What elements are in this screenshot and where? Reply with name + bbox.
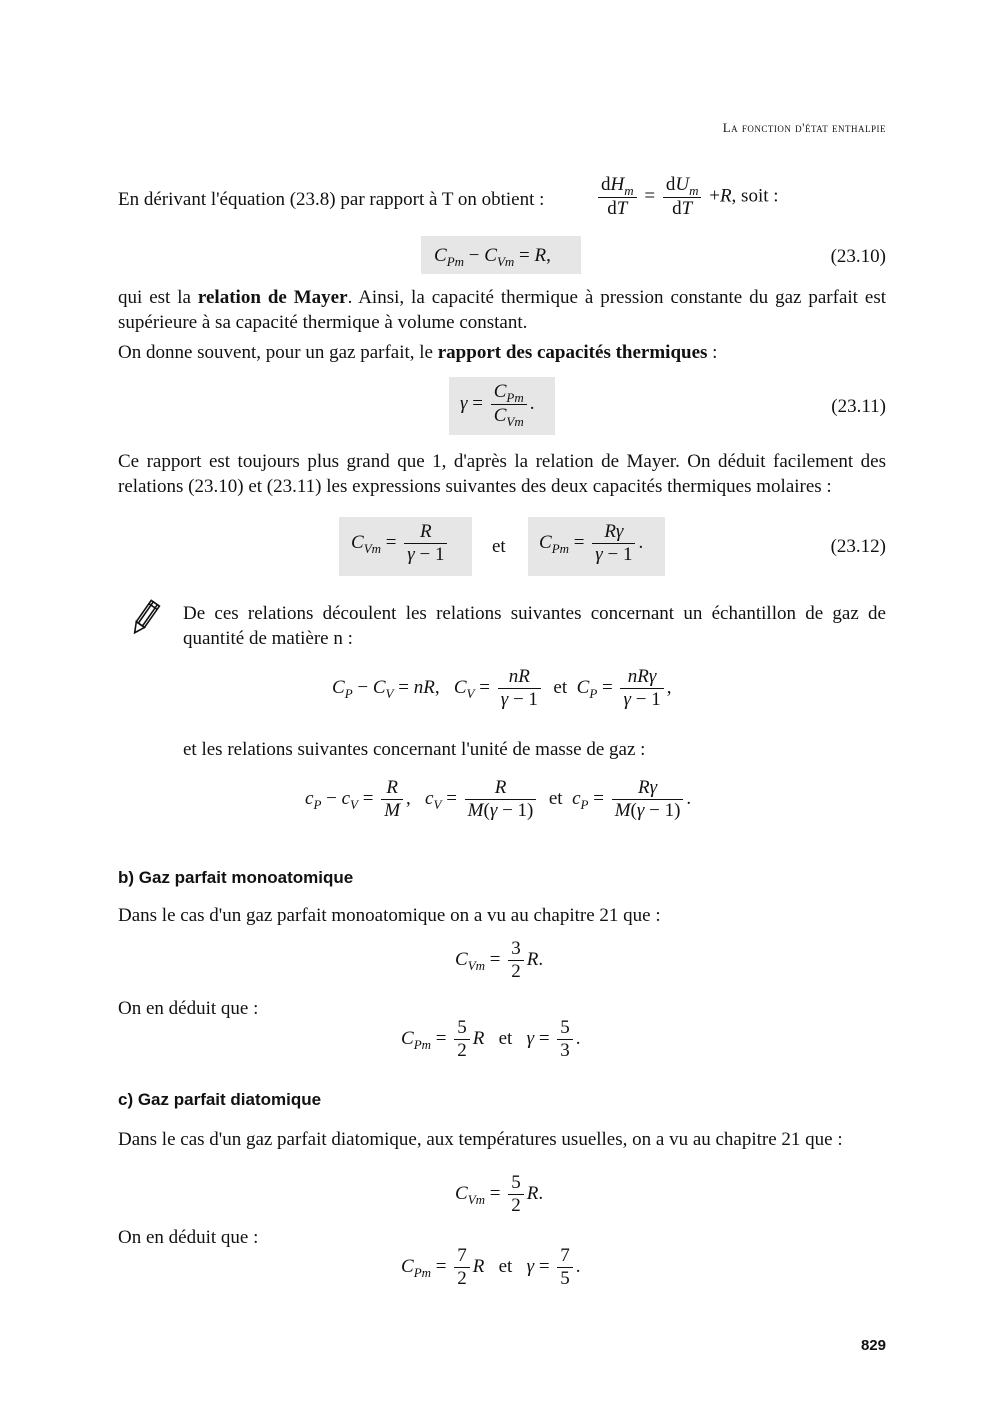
intro-text: En dérivant l'équation (23.8) par rapport à T on obtient :: [118, 189, 545, 210]
ratio-paragraph: [118, 340, 886, 365]
ratio-text-2: :: [707, 342, 718, 363]
mayer-equation: $C_{Pm} - C_{Vm} = R$,: [434, 245, 551, 269]
page-number: 829: [860, 1337, 886, 1354]
amount-relations: $C_P - C_V$ = nR, $C_V$ = $\frac{nR}{\gamma - 1}$ et $C_P$ = $\frac{\text{nRγ}}{\gamma - 1}$ ,: [332, 666, 672, 710]
ratio-bold: rapport des capacités thermiques: [437, 342, 708, 363]
mayer-text-1: qui est la: [118, 287, 198, 308]
cv-equation: $C_{Vm}$ = $\frac{R}{\gamma - 1}$: [351, 521, 450, 566]
gamma-equation: γ = $\frac{C_{Pm}}{C_{Vm}}$ .: [460, 381, 535, 429]
pencil-icon: [125, 598, 165, 638]
mono-cv-equation: $C_{Vm}$ = $\frac{3}{2}$ R.: [455, 938, 544, 982]
running-head: La fonction d'état enthalpie: [722, 120, 886, 135]
di-cv-equation: $C_{Vm}$ = $\frac{5}{2}$ R.: [455, 1172, 544, 1216]
ratio-explanation: Ce rapport est toujours plus grand que 1, d'après la relation de Mayer. On déduit facilement des relations (23.10) et (23.11) les expressions suivantes des deux capacités thermiques molaires :: [118, 451, 886, 497]
mayer-bold: relation de Mayer: [197, 287, 348, 308]
note-mass-paragraph: et les relations suivantes concernant l'unité de masse de gaz :: [183, 739, 646, 760]
note-paragraph: De ces relations découlent les relations suivantes concernant un échantillon de gaz de quantité de matière n :: [183, 603, 886, 649]
eq-number-23-11: (23.11): [831, 396, 886, 417]
eq-number-23-12: (23.12): [830, 536, 886, 557]
mono-cp-gamma-equation: $C_{Pm}$ = $\frac{5}{2}$ R et γ = $\frac{5}{3}$ .: [401, 1017, 581, 1061]
cp-equation: $C_{Pm}$ = $\frac{R\gamma}{\gamma - 1}$ .: [539, 521, 644, 565]
section-c-heading: c) Gaz parfait diatomique: [118, 1090, 322, 1109]
mono-deduce: On en déduit que :: [118, 998, 259, 1019]
section-b-heading: b) Gaz parfait monoatomique: [118, 868, 354, 887]
mayer-paragraph: [118, 285, 886, 335]
et-connector: et: [492, 536, 506, 557]
derivative-equation: $\frac{dH_m}{dT}$ = $\frac{dU_m}{dT}$ +R, soit :: [595, 174, 779, 220]
mayer-text-2: . Ainsi, la capacité thermique à pression constante du gaz parfait est supérieure à sa capacité thermique à volume constant.: [118, 287, 886, 333]
ratio-text-1: On donne souvent, pour un gaz parfait, le: [118, 342, 438, 363]
di-paragraph: Dans le cas d'un gaz parfait diatomique, aux températures usuelles, on a vu au chapitre 21 que :: [118, 1129, 843, 1150]
di-cp-gamma-equation: $C_{Pm}$ = $\frac{7}{2}$ R et γ = $\frac{7}{5}$ .: [401, 1245, 581, 1289]
di-deduce: On en déduit que :: [118, 1227, 259, 1248]
mono-paragraph: Dans le cas d'un gaz parfait monoatomique on a vu au chapitre 21 que :: [118, 905, 661, 926]
eq-number-23-10: (23.10): [830, 246, 886, 267]
mass-relations: $c_P - c_V$ = $\frac{R}{M}$ , $c_V$ = $\frac{R}{M(\gamma - 1)}$ et $c_P$ = $\frac{R\gamma}{M(\gamma - 1)}$ .: [305, 777, 692, 821]
